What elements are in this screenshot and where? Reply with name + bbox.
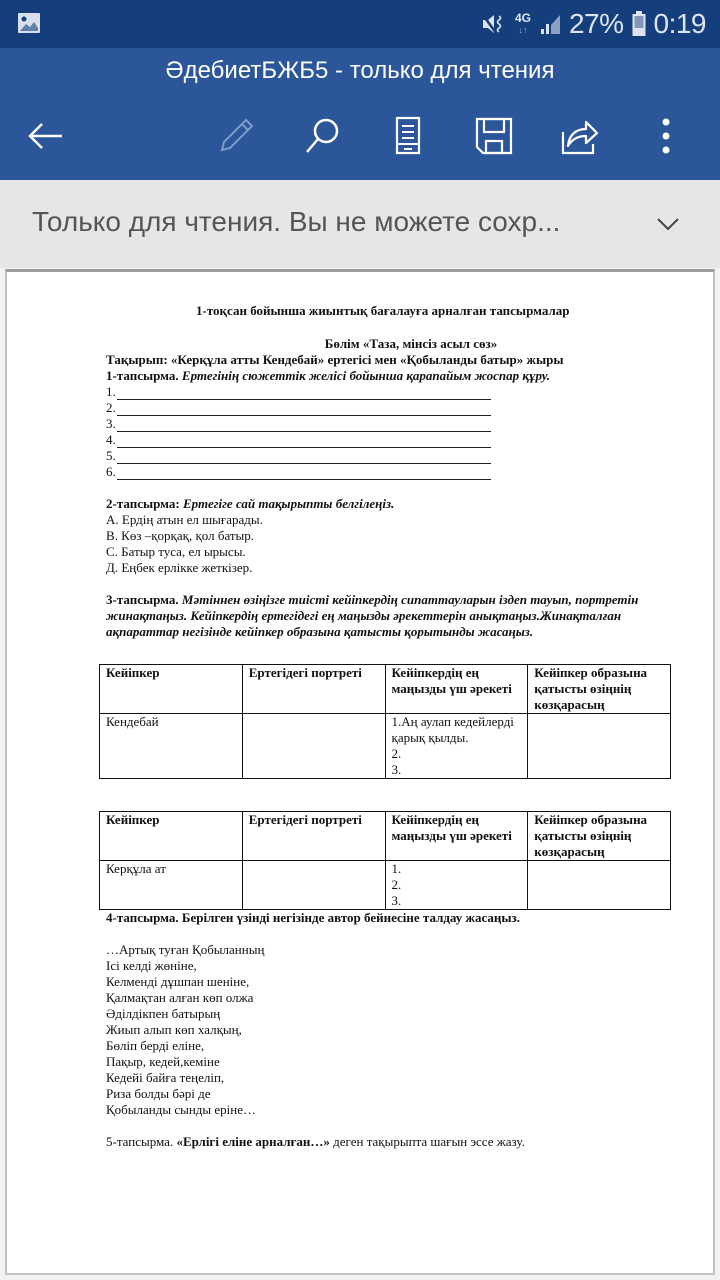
poem-line: Пақыр, кедей,кеміне (106, 1054, 220, 1069)
plan-line[interactable]: 1. (106, 384, 676, 400)
gallery-icon (17, 12, 41, 34)
status-bar (0, 0, 720, 48)
battery-percent: 27% (568, 8, 624, 39)
mobile-view-icon (394, 116, 422, 156)
poem-line: Жиып алып көп халқың, (106, 1022, 242, 1037)
plan-line[interactable]: 6. (106, 464, 676, 480)
status-icons (481, 6, 706, 42)
mobile-view-button[interactable] (382, 110, 434, 162)
poem-line: Риза болды бәрі де (106, 1086, 211, 1101)
poem-line: Бөліп берді еліне, (106, 1038, 205, 1053)
task-5-text: деген тақырыпта шағын эссе жазу. (329, 1134, 525, 1149)
header-opinion: Кейіпкер образына қатысты өзіңнің көзқарасың (528, 812, 671, 861)
task-5 (106, 1134, 676, 1150)
table-header-row (100, 665, 671, 714)
header-opinion: Кейіпкер образына қатысты өзіңнің көзқарасың (528, 665, 671, 714)
poem-excerpt (106, 942, 676, 1118)
poem-line: Әділдікпен батырың (106, 1006, 221, 1021)
option-d: Д. Еңбек ерлікке жеткізер. (106, 560, 253, 575)
cell-actions: 1. 2. 3. (385, 861, 528, 910)
cell-portrait (242, 861, 385, 910)
toolbar (0, 104, 720, 166)
task-3 (106, 592, 676, 640)
doc-heading: 1-тоқсан бойынша жиынтық бағалауға арналған тапсырмалар (196, 303, 570, 318)
plan-line[interactable]: 5. (106, 448, 676, 464)
option-b: В. Көз –қорқақ, қол батыр. (106, 528, 255, 543)
read-only-notice[interactable] (0, 180, 720, 268)
poem-line: …Артық туған Қобыланның (106, 942, 265, 957)
plan-line[interactable]: 4. (106, 432, 676, 448)
option-c: С. Батыр туса, ел ырысы. (106, 544, 246, 559)
header-portrait: Ертегідегі портреті (242, 812, 385, 861)
battery-icon (632, 11, 646, 37)
signal-icon (539, 13, 561, 35)
cell-actions: 1.Аң аулап кедейлерді қарық қылды. 2. 3. (385, 714, 528, 779)
task-1 (106, 368, 676, 384)
option-a: А. Ердің атын ел шығарады. (106, 512, 263, 527)
plan-lines (106, 384, 676, 480)
clock: 0:19 (653, 8, 706, 39)
task-2-text: Ертегіге сай тақырыпты белгілеңіз. (179, 496, 395, 511)
table-header-row (100, 812, 671, 861)
more-options-button[interactable] (640, 110, 692, 162)
share-icon (560, 116, 600, 156)
search-button[interactable] (296, 110, 348, 162)
pencil-icon (216, 116, 256, 156)
character-table-1 (99, 664, 671, 779)
arrow-left-icon (26, 120, 66, 152)
header-character: Кейіпкер (100, 665, 243, 714)
task-4-heading: 4-тапсырма. Берілген үзінді негізінде автор бейнесіне талдау жасаңыз. (106, 910, 520, 925)
app-bar (0, 48, 720, 180)
plan-line[interactable]: 3. (106, 416, 676, 432)
cell-portrait (242, 714, 385, 779)
search-icon (302, 116, 342, 156)
share-button[interactable] (554, 110, 606, 162)
chevron-down-icon[interactable] (652, 208, 684, 240)
task-2-label: 2-тапсырма: (106, 496, 180, 511)
save-icon (474, 116, 514, 156)
section-title: Бөлім «Таза, мінсіз асыл сөз» (324, 336, 498, 351)
plan-line[interactable]: 2. (106, 400, 676, 416)
task-3-text: Мәтіннен өзіңізге тиісті кейіпкердің сипаттауларын іздеп тауып, портретін жинақтаңыз. Кейіпкердің ертегідегі ең маңызды әрекеттерін анықтаңыз.Жинақталған ақпараттар негізінде кейіпкер образына қатысты қорытынды жасаңыз. (106, 592, 639, 639)
table-row (100, 861, 671, 910)
task-3-label: 3-тапсырма. (106, 592, 179, 607)
table-row (100, 714, 671, 779)
task-1-text: Ертегінің сюжеттік желісі бойынша қарапайым жоспар құру. (178, 368, 550, 383)
task-2 (106, 496, 676, 512)
task-5-bold: «Ерлігі еліне арналған…» (176, 1134, 330, 1149)
document-title: ӘдебиетБЖБ5 - только для чтения (165, 57, 555, 84)
header-actions: Кейіпкердің ең маңызды үш әрекеті (385, 812, 528, 861)
poem-line: Қалмақтан алған көп олжа (106, 990, 254, 1005)
task-5-label: 5-тапсырма. (106, 1134, 177, 1149)
header-actions: Кейіпкердің ең маңызды үш әрекеті (385, 665, 528, 714)
vibrate-mute-icon (481, 12, 507, 36)
notice-text: Только для чтения. Вы не можете сохр... (32, 206, 561, 237)
more-vertical-icon (660, 116, 672, 156)
cell-opinion (528, 714, 671, 779)
poem-line: Қобыланды сынды еріне… (106, 1102, 257, 1117)
poem-line: Ісі келді жөніне, (106, 958, 197, 973)
back-button[interactable] (20, 110, 72, 162)
header-portrait: Ертегідегі портреті (242, 665, 385, 714)
header-character: Кейіпкер (100, 812, 243, 861)
poem-line: Кедейі байға теңеліп, (106, 1070, 225, 1085)
cell-character: Керқұла ат (100, 861, 243, 910)
cell-character: Кендебай (100, 714, 243, 779)
document-content (106, 300, 676, 1150)
4g-icon: 4G ↓↑ (514, 11, 531, 35)
cell-opinion (528, 861, 671, 910)
save-button[interactable] (468, 110, 520, 162)
character-table-2 (99, 811, 671, 910)
topic-line: Тақырып: «Керқұла атты Кендебай» ертегісі мен «Қобыланды батыр» жыры (106, 352, 564, 367)
task-1-label: 1-тапсырма. (106, 368, 179, 383)
poem-line: Келменді дұшпан шеніне, (106, 974, 250, 989)
edit-button[interactable] (210, 110, 262, 162)
